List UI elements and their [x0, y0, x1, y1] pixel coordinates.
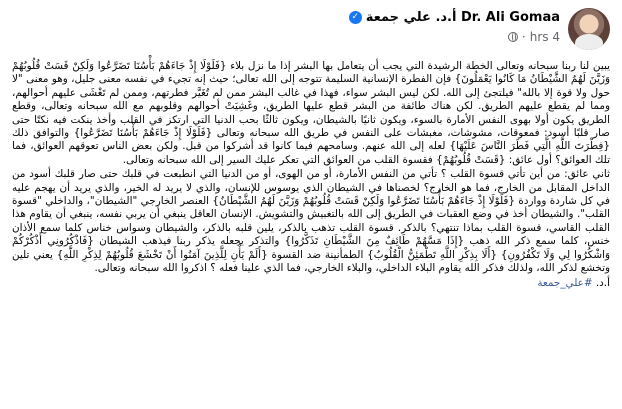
post-signature [12, 277, 610, 290]
globe-icon [508, 32, 518, 42]
author-name[interactable]: Dr. Ali Gomaa أ.د. علي جمعة [365, 10, 560, 25]
author-avatar[interactable] [568, 8, 610, 50]
post-paragraph-2: ثاني عائق: من أين تأتي قسوة القلب ؟ تأتي من النفس الأمارة، أو من الهوى، أو من الدنيا التي انطبعت في قلبك حتى صار قلبك أسود من الداخل المقابل من الخارج، فما هو الخارج؟ لخصناها في الشيطان الذي يوسوس للإنسان، والذي لا يريد له الخير، والذي يريد أن يهجم عليه في كل شاردة وواردة {فَلَوْلَا إِذْ جَاءَهُمْ بَأْسُنَا تَضَرَّعُوا وَلَكِنْ قَسَتْ قُلُوبُهُمْ وَزَيَّنَ لَهُمُ الشَّيْطَانُ} العنصر الخارجي "الشيطان"، والداخلي "قسوة القلب". والشيطان أخذ في وضع العقبات في الطريق إلى الله بالتغبيش والتشويش. الإنسان العاقل ينبغي أن يربي نفسه، ينبغي أن يقاوم هذا القلب القاسي، قسوة القلب بماذا تنتهي؟ بالذكر. قسوة القلب تذهب بالذكر، يلين قلبه بالذكر، والشيطان وسواس خناس كلما سمع الأذان خنس، كلما سمع ذكر الله ذهب {إِذَا مَسَّهُمْ طَائِفٌ مِنَ الشَّيْطَانِ تَذَكَّرُوا} والتذكر يجعله يذكر ربنا فيذهب الشيطان {فَاذْكُرُونِي أَذْكُرْكُمْ وَاشْكُرُوا لِي وَلَا تَكْفُرُونِ} {أَلَا بِذِكْرِ اللَّهِ تَطْمَئِنُّ الْقُلُوبُ} الطمأنينة ضد القسوة {أَلَمْ يَأْنِ لِلَّذِينَ آمَنُوا أَنْ تَخْشَعَ قُلُوبُهُمْ لِذِكْرِ اللَّهِ} يعني تلين وتخشع لذكر الله، ولذلك فذكر الله يقاوم البلاء الداخلي، والبلاء الخارجي، فما الذي علينا فعله ؟ اذكروا الله سبحانه وتعالى. [12, 168, 610, 275]
hashtag-link[interactable]: #علي_جمعة [537, 276, 593, 289]
verified-badge-icon: ✓ [349, 11, 362, 24]
author-row [349, 10, 560, 25]
post-timestamp[interactable]: 4 hrs [529, 30, 560, 44]
signature-prefix: أ.د. [592, 276, 610, 289]
meta-separator: · [521, 30, 526, 44]
post-meta [508, 30, 560, 44]
post-header [10, 4, 612, 54]
post-body [10, 54, 612, 290]
post-paragraph-1: يبين لنا ربنا سبحانه وتعالى الخطة الرشيدة التي يجب أن يتعامل بها البشر إذا ما نزل بلاء {فَلَوْلَا إِذْ جَاءَهُمْ بَأْسُنَا تَضَرَّعُوا وَلَكِنْ قَسَتْ قُلُوبُهُمْ وَزَيَّنَ لَهُمُ الشَّيْطَانُ مَا كَانُوا يَعْمَلُونَ} فإن الفطرة الإنسانية السليمة تتوجه إلى الله تعالى؛ حيث إنه تجيء في نفسه معنى جليل، وهو معنى "لا حول ولا قوة إلا بالله" فيلتجئ إلى الله. لكن ليس البشر سواء، فهذا في غالب البشر ممن لم تُغَيَّر فطرتهم، وممن لم تَغْشَى عليهم أحوالهم، ومما لم يقطع عليهم الطريق. لكن هناك طائفة من البشر قطع عليها الطريق، وغَشِيَتْ أحوالهم وقلوبهم مع الله سبحانه وتعالى، وقطع الطريق يكون أولا بهوى النفس الأمارة بالسوء، ويكون ثانيًا بالشيطان، ويكون ثالثًا بحب الدنيا التي ارتكز في القلب وأخذ ينكت فيه نكتًا حتى صار قلبًا أسود: فمعوقات، مشوشات، مغبشات على النفس في طريق الله سبحانه وتعالى {فَلَوْلَا إِذْ جَاءَهُمْ بَأْسُنَا تَضَرَّعُوا} والتوافق ذلك {فِطْرَتَ اللَّهِ الَّتِي فَطَرَ النَّاسَ عَلَيْهَا} لعله إلى الله عنهم. وسامحهم فيما كانوا قد أشركوا من قبل. ولكن بعض الناس تعوقهم العوائق، فما تلك العوائق؟ أول عائق: {قَسَتْ قُلُوبُهُمْ} فقسوة القلب من العوائق التي تعكر عليك السير إلى الله سبحانه وتعالى. [12, 60, 610, 166]
